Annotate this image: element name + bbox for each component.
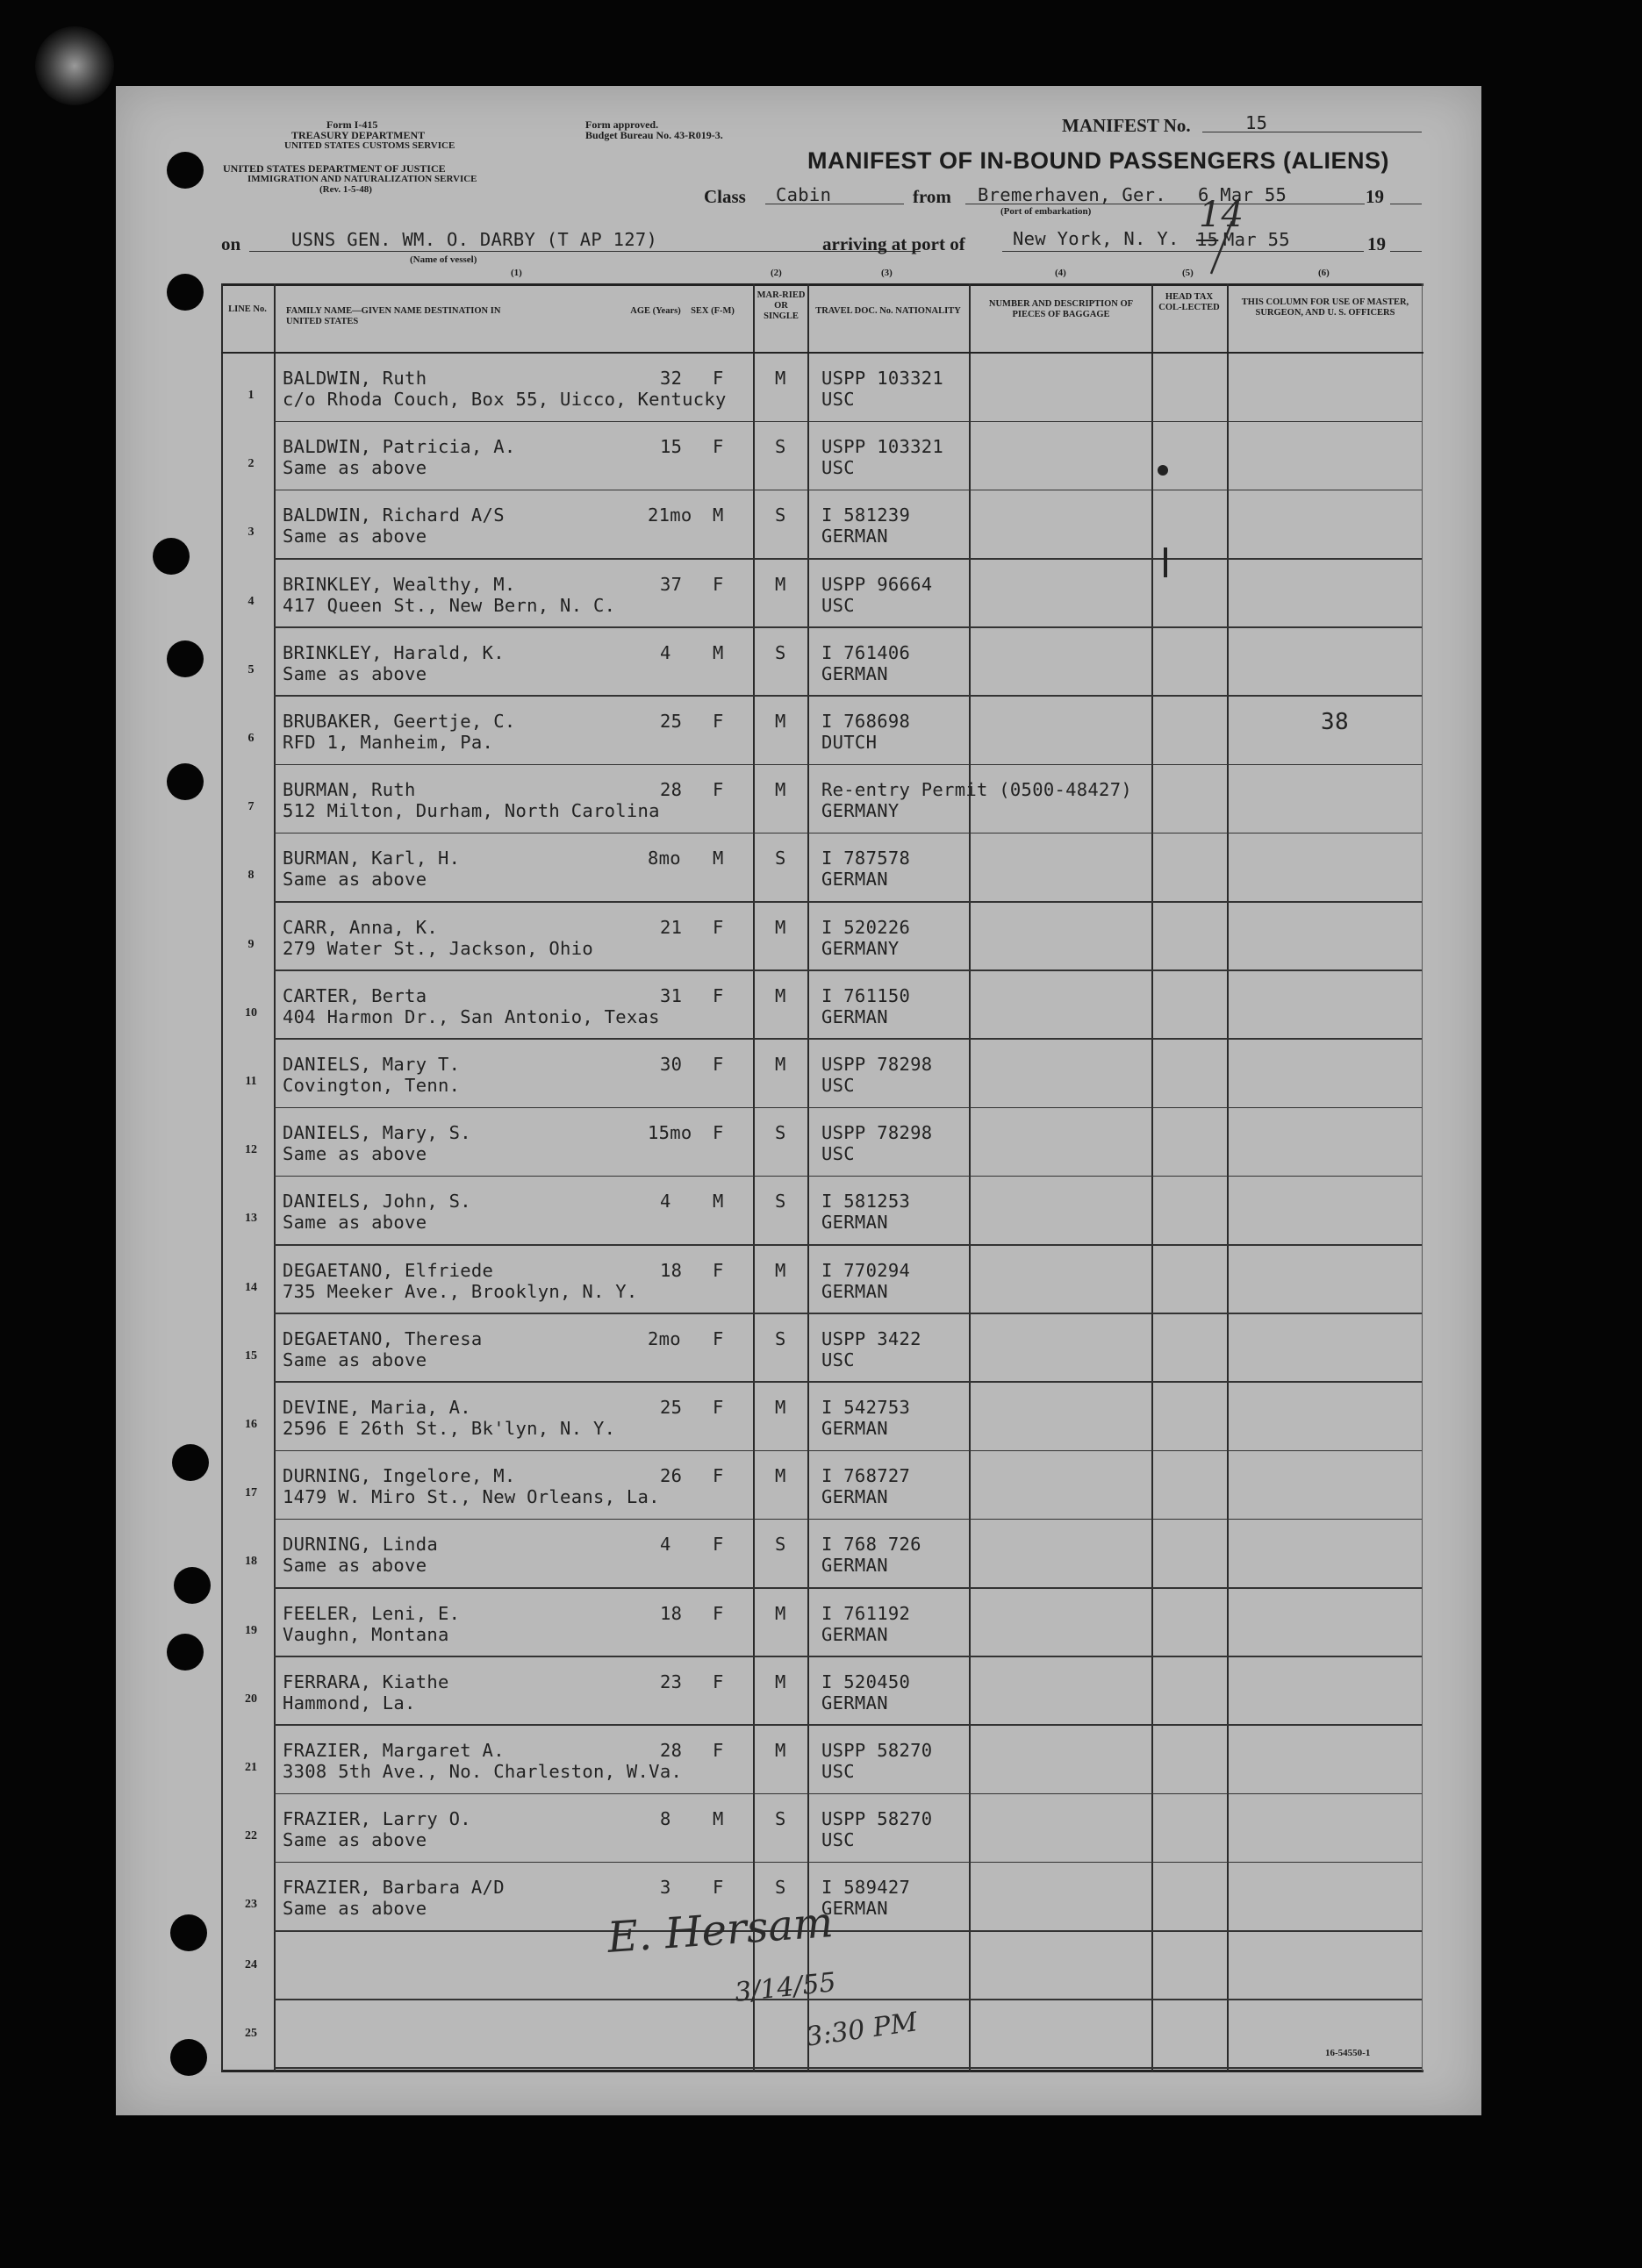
nationality: USC [821, 1075, 855, 1096]
passenger-name: FRAZIER, Margaret A. [283, 1740, 505, 1761]
header-officers: THIS COLUMN FOR USE OF MASTER, SURGEON, AND U. S. OFFICERS [1241, 297, 1409, 318]
passenger-destination: Hammond, La. [283, 1692, 416, 1714]
travel-document: USPP 96664 [821, 573, 933, 595]
table-row [221, 628, 1423, 697]
passenger-age: 28 [660, 779, 683, 801]
line-number: 18 [245, 1555, 257, 1569]
passenger-name: DEGAETANO, Theresa [283, 1327, 483, 1349]
from-port: Bremerhaven, Ger. [978, 184, 1166, 205]
passenger-name: DEVINE, Maria, A. [283, 1397, 471, 1418]
table-row [221, 1246, 1423, 1314]
line-number: 21 [245, 1761, 257, 1774]
travel-document: USPP 58270 [821, 1808, 933, 1830]
travel-document: USPP 58270 [821, 1740, 933, 1761]
passenger-destination: Same as above [283, 526, 427, 547]
marital-status: M [775, 711, 786, 732]
table-row [221, 1451, 1423, 1520]
passenger-destination: 1479 W. Miro St., New Orleans, La. [283, 1486, 660, 1508]
nationality: USC [821, 457, 855, 479]
page-title: MANIFEST OF IN-BOUND PASSENGERS (ALIENS) [807, 147, 1390, 174]
passenger-sex: M [713, 641, 724, 663]
line-number: 19 [245, 1623, 257, 1637]
punch-hole [167, 763, 204, 800]
passenger-destination: Same as above [283, 1143, 427, 1165]
passenger-name: FRAZIER, Barbara A/D [283, 1877, 505, 1899]
line-number: 25 [245, 2026, 257, 2040]
marital-status: M [775, 368, 786, 389]
marital-status: S [775, 1122, 786, 1144]
table-row [221, 1108, 1423, 1177]
marital-status: M [775, 573, 786, 595]
line-number: 13 [245, 1212, 257, 1226]
table-row [221, 971, 1423, 1040]
marital-status: S [775, 436, 786, 458]
table-row [221, 1383, 1423, 1451]
passenger-age: 8 [660, 1808, 671, 1830]
marital-status: S [775, 1191, 786, 1213]
passenger-sex: F [713, 916, 724, 938]
class-label: Class [704, 186, 746, 207]
arriving-label: arriving at port of [822, 233, 965, 254]
nationality: GERMANY [821, 800, 900, 822]
table-row [221, 903, 1423, 971]
col-num-2: (2) [771, 268, 782, 278]
vessel-line [249, 251, 921, 252]
nationality: GERMAN [821, 1486, 888, 1508]
line-number: 5 [247, 662, 255, 676]
passenger-sex: F [713, 1534, 724, 1556]
passenger-name: FERRARA, Kiathe [283, 1671, 449, 1692]
nationality: GERMAN [821, 869, 888, 891]
passenger-destination: Covington, Tenn. [283, 1075, 461, 1096]
punch-hole [167, 274, 204, 311]
marital-status: S [775, 848, 786, 869]
scan-glare [35, 26, 114, 105]
ink-tick [1164, 547, 1167, 577]
passenger-sex: F [713, 1054, 724, 1075]
line-number: 1 [247, 389, 255, 402]
punch-hole [170, 1914, 207, 1951]
line-number: 22 [245, 1829, 257, 1843]
passenger-sex: F [713, 1259, 724, 1281]
passenger-sex: F [713, 1465, 724, 1487]
marital-status: S [775, 1808, 786, 1830]
passenger-name: DANIELS, John, S. [283, 1191, 471, 1213]
arrival-date: Mar 55 [1223, 229, 1290, 250]
nationality: DUTCH [821, 732, 878, 753]
passenger-name: BALDWIN, Ruth [283, 368, 427, 389]
travel-document: I 768 726 [821, 1534, 921, 1556]
passenger-destination: Same as above [283, 869, 427, 891]
passenger-sex: F [713, 1877, 724, 1899]
travel-document: USPP 78298 [821, 1054, 933, 1075]
nationality: GERMAN [821, 526, 888, 547]
officer-signature: E. Hersam [606, 1898, 835, 1963]
passenger-destination: 735 Meeker Ave., Brooklyn, N. Y. [283, 1280, 638, 1302]
marital-status: M [775, 1054, 786, 1075]
travel-document: I 768727 [821, 1465, 911, 1487]
passenger-name: DEGAETANO, Elfriede [283, 1259, 494, 1281]
footer-code: 16-54550-1 [1325, 2048, 1371, 2058]
passenger-sex: M [713, 848, 724, 869]
passenger-destination: c/o Rhoda Couch, Box 55, Uicco, Kentucky [283, 389, 727, 410]
passenger-age: 15mo [648, 1122, 692, 1144]
table-row [221, 1657, 1423, 1726]
travel-document: I 589427 [821, 1877, 911, 1899]
passenger-name: BRUBAKER, Geertje, C. [283, 711, 516, 732]
header-age: AGE (Years) [630, 306, 681, 316]
col-num-6: (6) [1318, 268, 1330, 278]
passenger-destination: Same as above [283, 457, 427, 479]
officer-note: 38 [1321, 709, 1349, 735]
table-row [221, 1726, 1423, 1794]
travel-document: I 770294 [821, 1259, 911, 1281]
arrival-year-line [1390, 251, 1422, 252]
passenger-age: 8mo [648, 848, 681, 869]
nationality: GERMAN [821, 1898, 888, 1920]
passenger-sex: M [713, 1808, 724, 1830]
manifest-no-value: 15 [1245, 112, 1268, 133]
from-year-prefix: 19 [1366, 186, 1384, 207]
marital-status: S [775, 504, 786, 526]
ins-service: IMMIGRATION AND NATURALIZATION SERVICE [247, 174, 477, 184]
passenger-name: BURMAN, Karl, H. [283, 848, 461, 869]
nationality: GERMANY [821, 937, 900, 959]
line-number: 7 [247, 800, 255, 814]
table-row [221, 422, 1423, 490]
passenger-sex: F [713, 1671, 724, 1692]
passenger-sex: F [713, 573, 724, 595]
passenger-destination: 279 Water St., Jackson, Ohio [283, 937, 593, 959]
travel-document: USPP 78298 [821, 1122, 933, 1144]
nationality: USC [821, 389, 855, 410]
table-row [221, 1520, 1423, 1588]
passenger-sex: M [713, 504, 724, 526]
table-row [221, 1314, 1423, 1383]
passenger-sex: F [713, 1122, 724, 1144]
travel-document: I 761192 [821, 1602, 911, 1624]
from-label: from [913, 186, 951, 207]
line-number: 16 [245, 1418, 257, 1431]
justice-dept: UNITED STATES DEPARTMENT OF JUSTICE [223, 162, 446, 175]
vessel-name: USNS GEN. WM. O. DARBY (T AP 127) [291, 229, 658, 250]
handwritten-time: 3:30 PM [804, 2007, 920, 2053]
header-married: MAR-RIED OR SINGLE [756, 290, 806, 321]
table-row [221, 560, 1423, 628]
passenger-sex: F [713, 1327, 724, 1349]
passenger-name: BRINKLEY, Harald, K. [283, 641, 505, 663]
table-row [221, 1589, 1423, 1657]
passenger-sex: F [713, 1740, 724, 1761]
passenger-destination: Same as above [283, 1829, 427, 1851]
from-date: 6 Mar 55 [1198, 184, 1287, 205]
passenger-destination: 404 Harmon Dr., San Antonio, Texas [283, 1005, 660, 1027]
passenger-name: DANIELS, Mary, S. [283, 1122, 471, 1144]
passenger-age: 2mo [648, 1327, 681, 1349]
nationality: GERMAN [821, 1692, 888, 1714]
line-number: 24 [245, 1957, 257, 1971]
revision-date: (Rev. 1-5-48) [319, 184, 372, 195]
nationality: GERMAN [821, 1623, 888, 1645]
marital-status: M [775, 779, 786, 801]
col-num-4: (4) [1055, 268, 1066, 278]
travel-document: I 761406 [821, 641, 911, 663]
treasury-dept: TREASURY DEPARTMENT [291, 129, 426, 141]
passenger-sex: F [713, 779, 724, 801]
arrival-date-correction: 14 [1199, 195, 1244, 235]
nationality: USC [821, 1829, 855, 1851]
line-number: 23 [245, 1898, 257, 1912]
travel-document: I 761150 [821, 984, 911, 1006]
nationality: USC [821, 1143, 855, 1165]
punch-hole [170, 2039, 207, 2076]
table-row [221, 697, 1423, 765]
passenger-destination: Same as above [283, 662, 427, 684]
table-row [221, 834, 1423, 902]
passenger-age: 31 [660, 984, 683, 1006]
passenger-name: CARR, Anna, K. [283, 916, 438, 938]
line-number: 20 [245, 1692, 257, 1706]
passenger-sex: F [713, 984, 724, 1006]
passenger-age: 4 [660, 1534, 671, 1556]
line-number: 6 [247, 732, 255, 745]
punch-hole [167, 152, 204, 189]
nationality: GERMAN [821, 1212, 888, 1234]
vessel-caption: (Name of vessel) [410, 254, 477, 265]
passenger-destination: 417 Queen St., New Bern, N. C. [283, 594, 616, 616]
passenger-age: 28 [660, 1740, 683, 1761]
travel-document: USPP 103321 [821, 368, 944, 389]
handwritten-date: 3/14/55 [733, 1967, 838, 2008]
passenger-destination: RFD 1, Manheim, Pa. [283, 732, 494, 753]
customs-service: UNITED STATES CUSTOMS SERVICE [284, 140, 455, 151]
nationality: USC [821, 1761, 855, 1782]
passenger-age: 21mo [648, 504, 692, 526]
arrival-year-prefix: 19 [1367, 233, 1386, 254]
passenger-name: DURNING, Linda [283, 1534, 438, 1556]
passenger-destination: 512 Milton, Durham, North Carolina [283, 800, 660, 822]
form-approved: Form approved. [585, 118, 659, 131]
col-num-1: (1) [511, 268, 522, 278]
passenger-age: 25 [660, 1397, 683, 1418]
col-num-5: (5) [1182, 268, 1194, 278]
on-label: on [221, 233, 241, 254]
marital-status: M [775, 1740, 786, 1761]
passenger-destination: 3308 5th Ave., No. Charleston, W.Va. [283, 1761, 683, 1782]
punch-hole [172, 1444, 209, 1481]
passenger-age: 4 [660, 1191, 671, 1213]
manifest-table [221, 283, 1423, 2073]
passenger-age: 3 [660, 1877, 671, 1899]
passenger-destination: Same as above [283, 1555, 427, 1577]
table-row [221, 354, 1423, 422]
passenger-name: BRINKLEY, Wealthy, M. [283, 573, 516, 595]
passenger-sex: F [713, 368, 724, 389]
marital-status: S [775, 1877, 786, 1899]
travel-document: I 542753 [821, 1397, 911, 1418]
passenger-destination: Same as above [283, 1898, 427, 1920]
line-number: 15 [245, 1349, 257, 1363]
line-number: 17 [245, 1486, 257, 1500]
passenger-age: 18 [660, 1259, 683, 1281]
form-number: Form I-415 [326, 118, 378, 131]
passenger-destination: Same as above [283, 1349, 427, 1370]
passenger-age: 26 [660, 1465, 683, 1487]
punch-hole [153, 538, 190, 575]
header-name-destination: FAMILY NAME—GIVEN NAME DESTINATION IN UNITED STATES [286, 306, 501, 326]
marital-status: M [775, 1602, 786, 1624]
travel-document: I 768698 [821, 711, 911, 732]
line-number: 11 [245, 1075, 257, 1088]
passenger-name: FEELER, Leni, E. [283, 1602, 461, 1624]
marital-status: S [775, 641, 786, 663]
punch-hole [167, 1634, 204, 1671]
header-baggage: NUMBER AND DESCRIPTION OF PIECES OF BAGGAGE [988, 299, 1134, 319]
port-embarkation-caption: (Port of embarkation) [1000, 206, 1092, 217]
passenger-sex: F [713, 1602, 724, 1624]
passenger-age: 37 [660, 573, 683, 595]
marital-status: S [775, 1534, 786, 1556]
travel-document: I 520226 [821, 916, 911, 938]
passenger-age: 25 [660, 711, 683, 732]
arrival-date-struck: 15 [1196, 229, 1219, 250]
travel-document: USPP 103321 [821, 436, 944, 458]
marital-status: M [775, 1397, 786, 1418]
nationality: GERMAN [821, 1418, 888, 1439]
passenger-name: BALDWIN, Patricia, A. [283, 436, 516, 458]
travel-document: Re-entry Permit (0500-48427) [821, 779, 1132, 801]
passenger-name: CARTER, Berta [283, 984, 427, 1006]
passenger-name: DURNING, Ingelore, M. [283, 1465, 516, 1487]
arrival-line [1002, 251, 1364, 252]
col-num-3: (3) [881, 268, 893, 278]
passenger-sex: F [713, 436, 724, 458]
table-row [221, 1177, 1423, 1245]
header-head-tax: HEAD TAX COL-LECTED [1158, 292, 1220, 312]
line-number: 10 [245, 1005, 257, 1020]
passenger-sex: F [713, 711, 724, 732]
nationality: GERMAN [821, 1555, 888, 1577]
passenger-name: DANIELS, Mary T. [283, 1054, 461, 1075]
marital-status: S [775, 1327, 786, 1349]
line-number: 9 [247, 937, 255, 951]
arrival-port: New York, N. Y. [1013, 228, 1180, 249]
marital-status: M [775, 1259, 786, 1281]
passenger-name: BALDWIN, Richard A/S [283, 504, 505, 526]
table-row [221, 765, 1423, 834]
budget-bureau: Budget Bureau No. 43-R019-3. [585, 129, 723, 141]
passenger-destination: Vaughn, Montana [283, 1623, 449, 1645]
header-line-no: LINE No. [228, 304, 267, 314]
passenger-destination: 2596 E 26th St., Bk'lyn, N. Y. [283, 1418, 616, 1439]
travel-document: I 581253 [821, 1191, 911, 1213]
class-value: Cabin [776, 184, 832, 205]
passenger-age: 32 [660, 368, 683, 389]
punch-hole [174, 1567, 211, 1604]
nationality: GERMAN [821, 662, 888, 684]
marital-status: M [775, 1671, 786, 1692]
nationality: USC [821, 1349, 855, 1370]
passenger-destination: Same as above [283, 1212, 427, 1234]
marital-status: M [775, 916, 786, 938]
header-sex: SEX (F-M) [691, 306, 735, 316]
passenger-age: 15 [660, 436, 683, 458]
passenger-age: 4 [660, 641, 671, 663]
travel-document: I 787578 [821, 848, 911, 869]
table-row [221, 1040, 1423, 1108]
travel-document: I 520450 [821, 1671, 911, 1692]
line-number: 8 [247, 869, 255, 883]
punch-hole [167, 640, 204, 677]
line-number: 4 [247, 594, 255, 608]
manifest-document [116, 86, 1481, 2115]
manifest-no-label: MANIFEST No. [1062, 115, 1191, 136]
passenger-age: 18 [660, 1602, 683, 1624]
nationality: GERMAN [821, 1005, 888, 1027]
correction-stroke [1194, 218, 1246, 279]
passenger-age: 21 [660, 916, 683, 938]
passenger-sex: M [713, 1191, 724, 1213]
passenger-age: 23 [660, 1671, 683, 1692]
table-row [221, 1794, 1423, 1863]
header-travel-doc: TRAVEL DOC. No. NATIONALITY [815, 306, 961, 316]
nationality: USC [821, 594, 855, 616]
nationality: GERMAN [821, 1280, 888, 1302]
marital-status: M [775, 984, 786, 1006]
line-number: 3 [247, 526, 255, 540]
line-number: 12 [245, 1143, 257, 1157]
line-number: 14 [245, 1280, 257, 1294]
passenger-name: FRAZIER, Larry O. [283, 1808, 471, 1830]
travel-document: USPP 3422 [821, 1327, 921, 1349]
ink-dot [1158, 465, 1168, 476]
passenger-name: BURMAN, Ruth [283, 779, 416, 801]
table-row [221, 490, 1423, 559]
passenger-sex: F [713, 1397, 724, 1418]
line-number: 2 [247, 457, 255, 471]
marital-status: M [775, 1465, 786, 1487]
passenger-age: 30 [660, 1054, 683, 1075]
travel-document: I 581239 [821, 504, 911, 526]
